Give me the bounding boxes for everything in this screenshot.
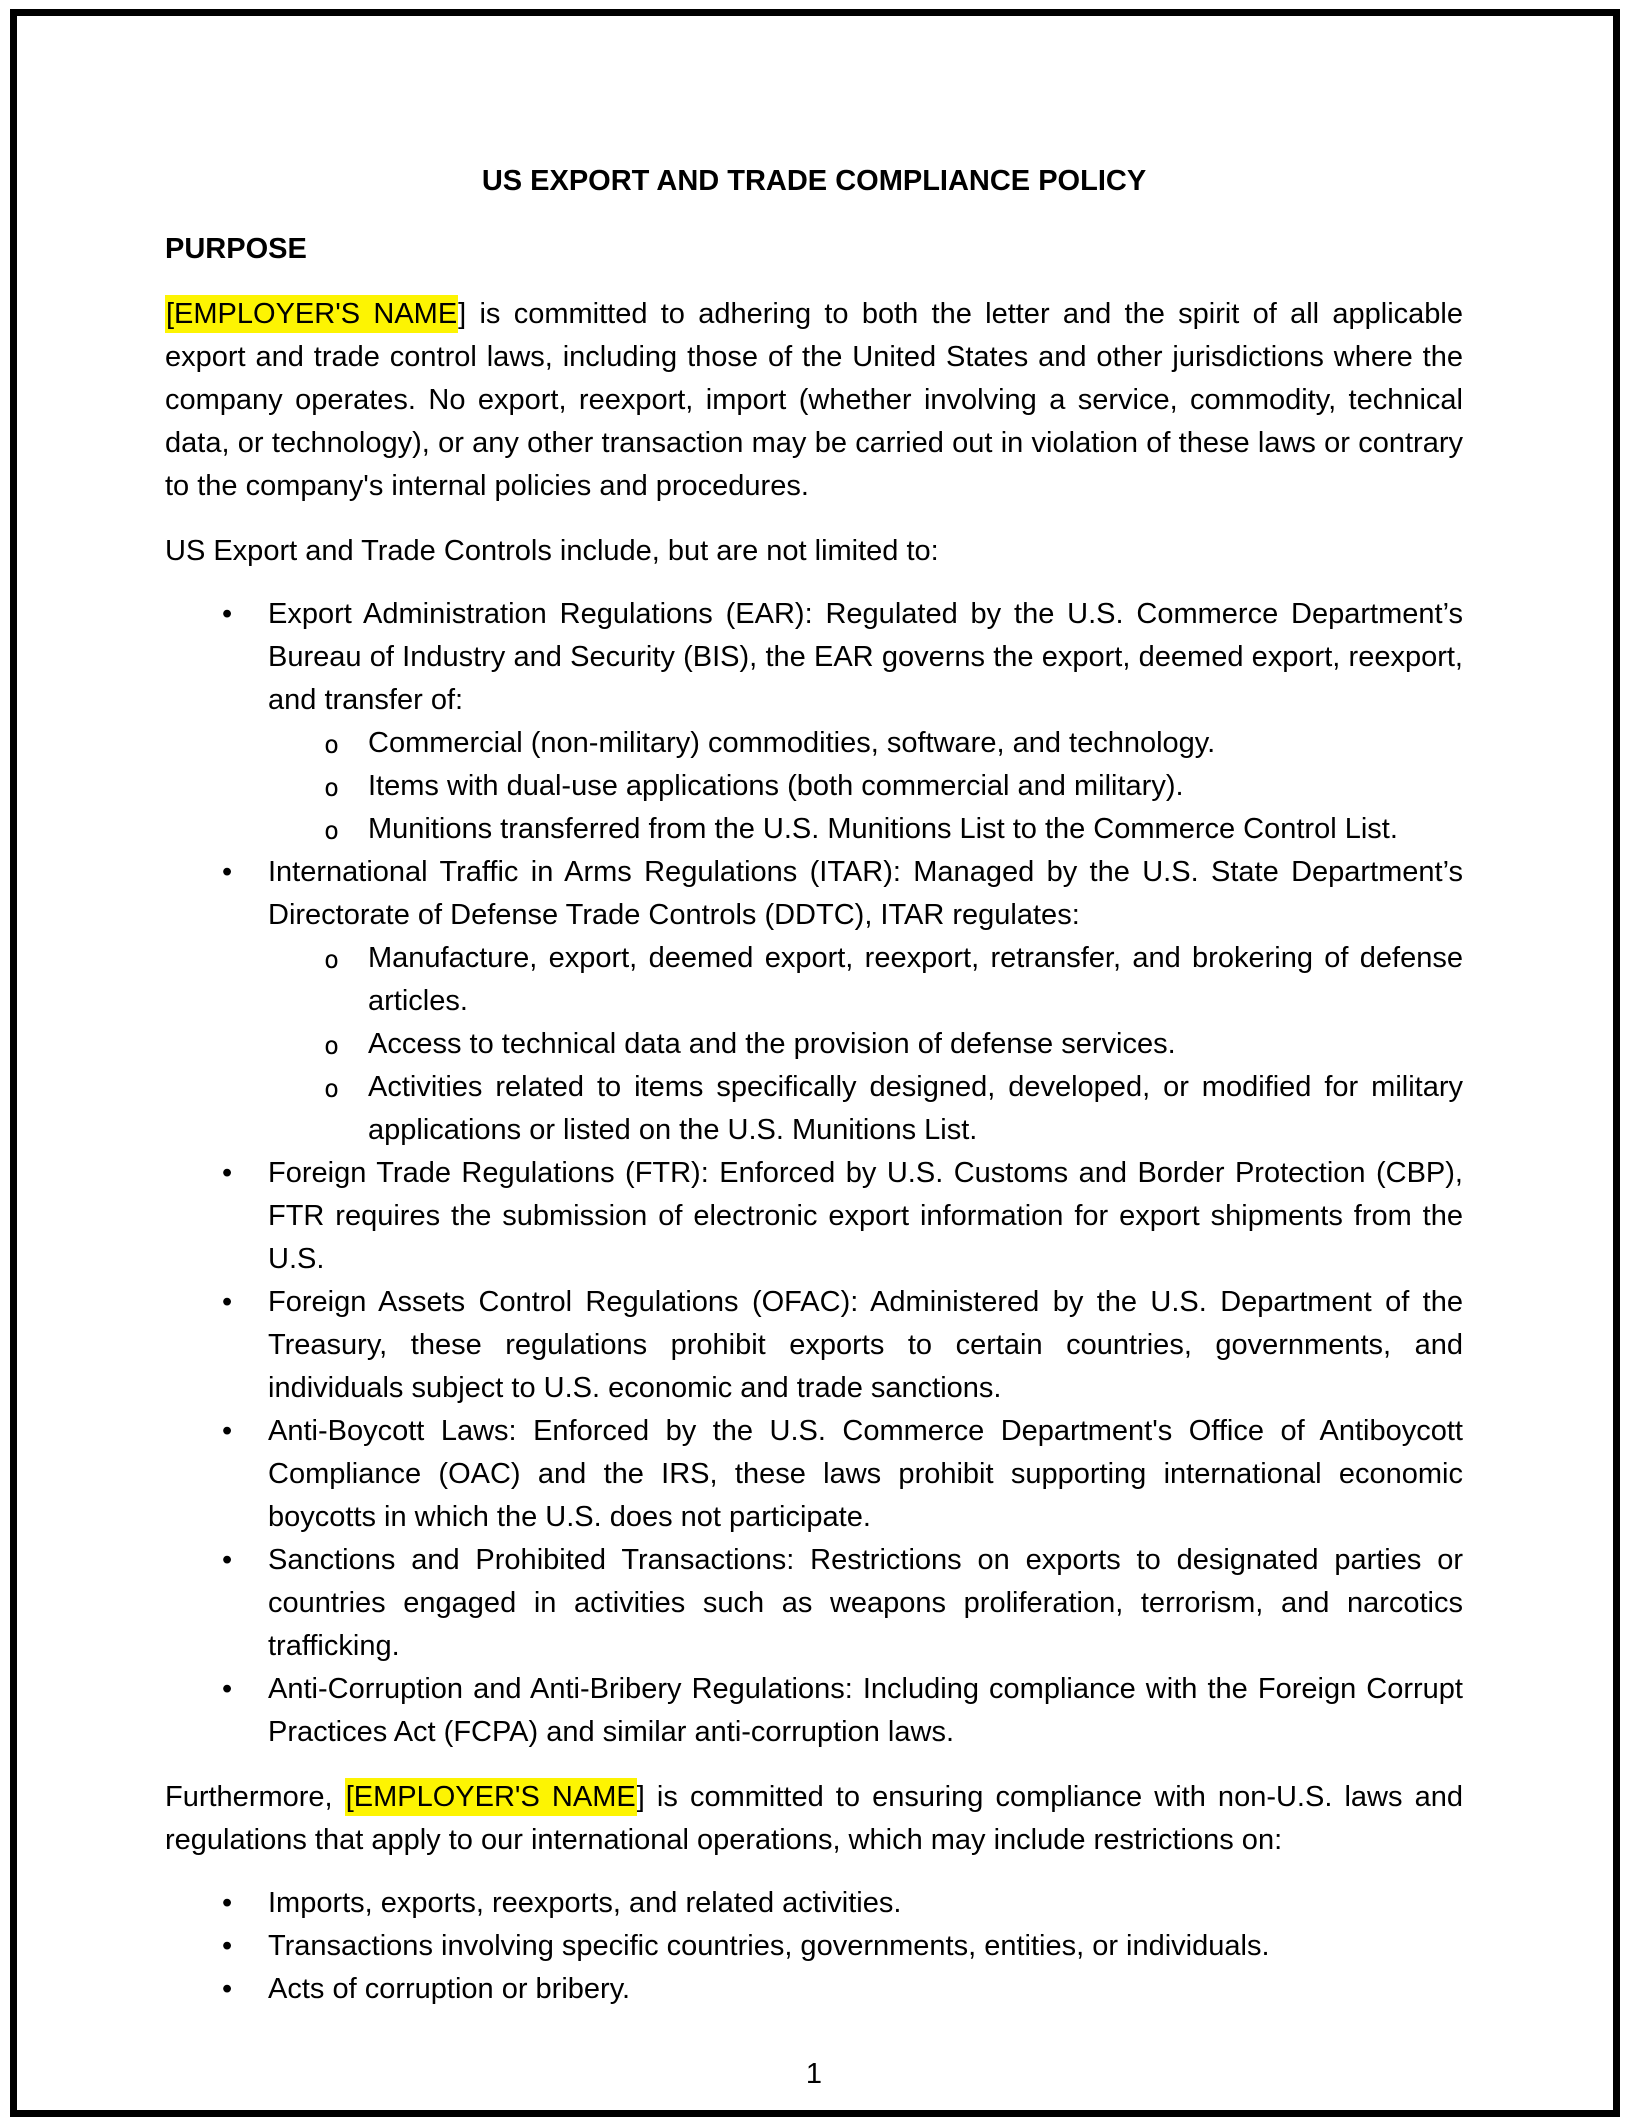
bullet-icon: • [222, 598, 233, 630]
furthermore-paragraph [165, 1776, 1463, 1862]
circle-bullet-icon: o [324, 1031, 340, 1060]
list-item-text: Manufacture, export, deemed export, reexport, retransfer, and brokering of defense articles. [368, 942, 1463, 1017]
list-item-text: Munitions transferred from the U.S. Munitions List to the Commerce Control List. [368, 813, 1398, 845]
list-item-itar-sub-1 [165, 937, 1463, 1023]
list-item-text: Imports, exports, reexports, and related activities. [268, 1887, 902, 1919]
bullet-icon: • [222, 1286, 233, 1318]
circle-bullet-icon: o [324, 945, 340, 974]
bullet-icon: • [222, 1544, 233, 1576]
list-item-sanctions [165, 1539, 1463, 1668]
document-title: US EXPORT AND TRADE COMPLIANCE POLICY [481, 165, 1147, 197]
list-item-text: Access to technical data and the provision of defense services. [368, 1028, 1176, 1060]
list-item-text: Commercial (non-military) commodities, software, and technology. [368, 727, 1216, 759]
list-item-text: Sanctions and Prohibited Transactions: Restrictions on exports to designated parties or countries engaged in activities such as weapons proliferation, terrorism, and narcotics trafficking. [268, 1544, 1463, 1662]
controls-list [165, 593, 1463, 1754]
employer-name-highlight: [EMPLOYER'S NAME [345, 1778, 637, 1816]
page-number: 1 [805, 2058, 823, 2090]
bullet-icon: • [222, 1887, 233, 1919]
list-item-itar [165, 851, 1463, 937]
furthermore-lead: Furthermore, [165, 1781, 345, 1813]
bullet-icon: • [222, 1157, 233, 1189]
document-content [165, 0, 1463, 2096]
list-item-itar-sub-2 [165, 1023, 1463, 1066]
list-item-text: Anti-Boycott Laws: Enforced by the U.S. Commerce Department's Office of Antiboycott Compliance (OAC) and the IRS, these laws prohibit supporting international economic boycotts in which the U.S. does not participate. [268, 1415, 1463, 1533]
list-item-text: Foreign Assets Control Regulations (OFAC): Administered by the U.S. Department of the Treasury, these regulations prohibit exports to certain countries, governments, and individuals subject to U.S. economic and trade sanctions. [268, 1286, 1463, 1404]
list-item-text: Transactions involving specific countries, governments, entities, or individuals. [268, 1930, 1270, 1962]
list-item-ofac [165, 1281, 1463, 1410]
list-item-itar-sub-3 [165, 1066, 1463, 1152]
intro-paragraph [165, 293, 1463, 508]
list-item-anti-boycott [165, 1410, 1463, 1539]
list-item-text: Items with dual-use applications (both commercial and military). [368, 770, 1184, 802]
bullet-icon: • [222, 1673, 233, 1705]
list-item-acts [165, 1968, 1463, 2011]
list-item-ear-sub-1 [165, 722, 1463, 765]
circle-bullet-icon: o [324, 773, 340, 802]
bullet-icon: • [222, 1415, 233, 1447]
circle-bullet-icon: o [324, 816, 340, 845]
restrictions-list [165, 1882, 1463, 2011]
list-item-ear-sub-2 [165, 765, 1463, 808]
bullet-icon: • [222, 856, 233, 888]
list-item-ear [165, 593, 1463, 722]
furthermore-text: ] is committed to ensuring compliance with non-U.S. laws and regulations that apply to our international operations, which may include restrictions on: [165, 1781, 1464, 1856]
bullet-icon: • [222, 1973, 233, 2005]
circle-bullet-icon: o [324, 1074, 340, 1103]
circle-bullet-icon: o [324, 730, 340, 759]
list-item-imports [165, 1882, 1463, 1925]
list-item-transactions [165, 1925, 1463, 1968]
intro-paragraph-text: ] is committed to adhering to both the letter and the spirit of all applicable export and trade control laws, including those of the United States and other jurisdictions where the company operates. No export, reexport, import (whether involving a service, commodity, technical data, or technology), or any other transaction may be carried out in violation of these laws or contrary to the company's internal policies and procedures. [165, 298, 1463, 502]
list-item-ear-sub-3 [165, 808, 1463, 851]
bullet-icon: • [222, 1930, 233, 1962]
list-item-anti-corruption [165, 1668, 1463, 1754]
list-item-text: Activities related to items specifically designed, developed, or modified for military applications or listed on the U.S. Munitions List. [368, 1071, 1463, 1146]
list-item-text: Anti-Corruption and Anti-Bribery Regulations: Including compliance with the Foreign Corrupt Practices Act (FCPA) and similar anti-corruption laws. [268, 1673, 1463, 1748]
list-item-text: Foreign Trade Regulations (FTR): Enforced by U.S. Customs and Border Protection (CBP), FTR requires the submission of electronic export information for export shipments from the U.S. [268, 1157, 1463, 1275]
employer-name-highlight: [EMPLOYER'S NAME [165, 295, 458, 333]
list-item-ftr [165, 1152, 1463, 1281]
list-item-text: Export Administration Regulations (EAR): Regulated by the U.S. Commerce Department’s Bureau of Industry and Security (BIS), the EAR governs the export, deemed export, reexport, and transfer of: [268, 598, 1463, 716]
controls-intro: US Export and Trade Controls include, but are not limited to: [165, 535, 939, 567]
purpose-heading: PURPOSE [165, 233, 307, 265]
list-item-text: International Traffic in Arms Regulations (ITAR): Managed by the U.S. State Department’s Directorate of Defense Trade Controls (DDTC), ITAR regulates: [268, 856, 1463, 931]
list-item-text: Acts of corruption or bribery. [268, 1973, 631, 2005]
